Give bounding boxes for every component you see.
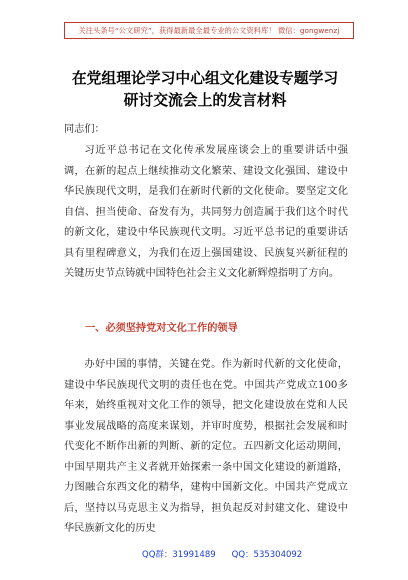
paragraph-intro: 习近平总书记在文化传承发展座谈会上的重要讲话中强调，在新的起点上继续推动文化繁荣、建设文化强国、建设中华民族现代文明，是我们在新时代新的文化使命。要坚定文化自信、担当使命、奋发有为，共同努力创造属于我们这个时代的新文化，建设中华民族现代文明。习近平总书记的重要讲话具有里程碑意义，为我们在迈上强国建设、民族复兴新征程的关键历史节点铸就中国特色社会主义文化新辉煌指明了方向。: [64, 145, 348, 279]
salutation: 同志们：: [64, 124, 105, 135]
footer-qq-group: QQ群：31991489: [142, 550, 216, 560]
header-banner: [64, 22, 354, 39]
footer-qq: QQ：535304092: [231, 550, 303, 560]
document-title-line-1: 在党组理论学习中心组文化建设专题学习: [71, 70, 339, 87]
footer-contact: [142, 548, 318, 560]
section-heading: 一、必须坚持党对文化工作的领导: [85, 323, 238, 334]
document-title-line-2: 研讨交流会上的发言材料: [123, 92, 287, 109]
banner-text: 关注头条号“公文研究”，获得最新最全最专业的公文资料库！ 微信：gongwenzj: [78, 25, 340, 35]
paragraph-body: 办好中国的事情，关键在党。作为新时代新的文化使命，建设中华民族现代文明的责任也在党。中国共产党成立100多年来，始终重视对文化工作的领导，把文化建设放在党和人民事业发展战略的高度来谋划，并审时度势，根据社会发展和时代变化不断作出新的判断、新的定位。五四新文化运动期间，中国早期共产主义者就开始探索一条中国文化建设的新道路，力图融合东西文化的精华，建构中国新文化。中国共产党成立后，坚持以马克思主义为指导，担负起反对封建文化、建设中华民族新文化的历史: [64, 359, 348, 534]
